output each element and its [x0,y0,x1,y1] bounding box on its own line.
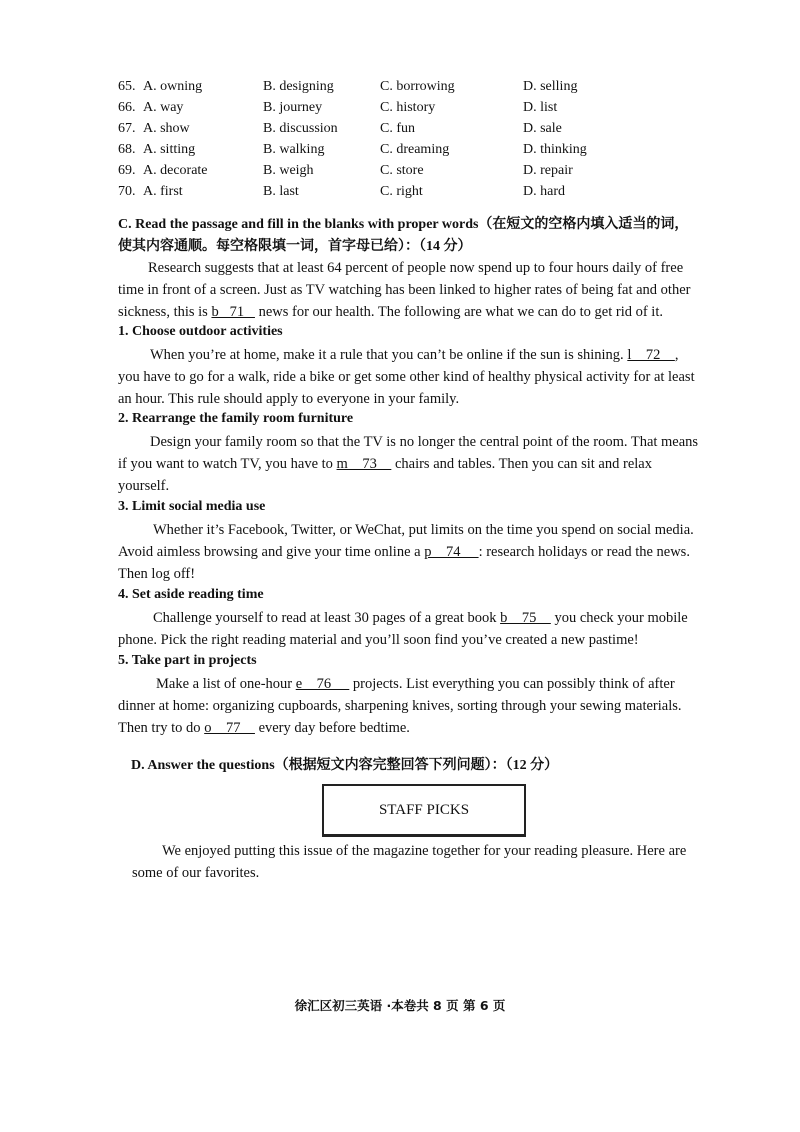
paragraph-4 [118,607,688,651]
question-number: 68. [118,142,136,157]
text-line: you have to go for a walk, ride a bike or get some other kind of healthy physical activity for at least [118,369,695,385]
text-line [118,453,698,475]
question-number: 69. [118,163,136,178]
staff-picks-label: STAFF PICKS [378,801,470,818]
choice-row-70 [118,181,718,202]
heading-limit-social-media: 3. Limit social media use [118,499,266,514]
text-line: Design your family room so that the TV is no longer the central point of the room. That means [150,434,699,450]
heading-projects: 5. Take part in projects [118,653,257,668]
section-d-paragraph [132,840,686,884]
text-segment: Avoid aimless browsing and give your time online a [118,544,425,560]
option-a: A. decorate [143,163,208,178]
paragraph-5 [118,673,682,739]
text-segment: projects. List everything you can possibly think of after [349,676,675,692]
question-number: 66. [118,100,136,115]
blank-77: o 77 [204,720,255,736]
text-line: an hour. This rule should apply to everyone in your family. [118,391,460,407]
text-line: Research suggests that at least 64 percent of people now spend up to four hours daily of free [148,260,684,276]
option-d: D. sale [523,121,562,136]
staff-picks-box [322,784,526,837]
text-segment: if you want to watch TV, you have to [118,456,337,472]
question-number: 65. [118,79,136,94]
option-c: C. fun [380,121,415,136]
text-segment: When you’re at home, make it a rule that you can’t be online if the sun is shining. [150,347,628,363]
option-c: C. history [380,100,436,115]
blank-73: m 73 [336,456,392,472]
text-line [118,717,682,739]
text-line [118,673,682,695]
option-a: A. owning [143,79,203,94]
option-d: D. list [523,100,558,115]
blank-71: b 71 [211,304,255,320]
section-c-title-line2: 使其内容通顺。每空格限填一词，首字母已给）：（14 分） [118,239,472,254]
text-line: phone. Pick the right reading material and you’ll soon find you’ve created a new pastime! [118,632,639,648]
text-line [118,607,688,629]
text-segment: every day before bedtime. [254,720,410,736]
option-a: A. show [143,121,190,136]
blank-75: b 75 [500,610,551,626]
section-c-title-line1: C. Read the passage and fill in the blanks with proper words（在短文的空格内填入适当的词， [118,217,689,232]
text-line: time in front of a screen. Just as TV watching has been linked to higher rates of being fat and other [118,282,691,298]
option-b: B. designing [263,79,334,94]
text-line [118,344,695,366]
text-segment: chairs and tables. Then you can sit and relax [391,456,652,472]
option-b: B. journey [263,100,323,115]
choice-row-69 [118,160,718,181]
paragraph-2 [118,431,698,497]
answer-choices [118,76,718,202]
heading-rearrange-furniture: 2. Rearrange the family room furniture [118,411,354,426]
text-line: We enjoyed putting this issue of the magazine together for your reading pleasure. Here are [162,843,687,859]
option-d: D. selling [523,79,578,94]
text-line: Then log off! [118,566,196,582]
option-b: B. walking [263,142,325,157]
blank-74: p 74 [424,544,479,560]
text-segment: Make a list of one-hour [156,676,296,692]
option-b: B. discussion [263,121,338,136]
blank-72: l 72 [627,347,675,363]
paragraph-1 [118,344,695,410]
text-line: yourself. [118,478,170,494]
option-d: D. repair [523,163,573,178]
text-segment: Challenge yourself to read at least 30 pages of a great book [153,610,501,626]
question-number: 67. [118,121,136,136]
text-line [118,541,694,563]
choice-row-66 [118,97,718,118]
choice-row-68 [118,139,718,160]
page-footer: 徐汇区初三英语 ·本卷共 8 页 第 6 页 [294,998,506,1013]
option-b: B. weigh [263,163,314,178]
paragraph-3 [118,519,694,585]
question-number: 70. [118,184,136,199]
text-line [118,301,690,323]
text-segment: : research holidays or read the news. [478,544,690,560]
option-c: C. dreaming [380,142,450,157]
option-c: C. borrowing [380,79,455,94]
text-line: Whether it’s Facebook, Twitter, or WeChat, put limits on the time you spend on social media. [153,522,694,538]
text-segment: sickness, this is [118,304,212,320]
heading-outdoor-activities: 1. Choose outdoor activities [118,324,283,339]
choice-row-65 [118,76,718,97]
text-segment: Then try to do [118,720,205,736]
option-c: C. right [380,184,423,199]
option-a: A. sitting [143,142,196,157]
text-segment: you check your mobile [550,610,688,626]
heading-reading-time: 4. Set aside reading time [118,587,264,602]
option-d: D. hard [523,184,565,199]
text-segment: , [674,347,679,363]
text-line: some of our favorites. [132,865,260,881]
option-a: A. way [143,100,184,115]
blank-76: e 76 [295,676,350,692]
intro-paragraph [118,257,690,323]
option-a: A. first [143,184,183,199]
option-c: C. store [380,163,424,178]
option-b: B. last [263,184,299,199]
option-d: D. thinking [523,142,587,157]
text-line: dinner at home: organizing cupboards, sharpening knives, sorting through your sewing materials. [118,698,682,714]
choice-row-67 [118,118,718,139]
section-d-title: D. Answer the questions（根据短文内容完整回答下列问题）：（12 分） [131,758,559,773]
text-segment: news for our health. The following are what we can do to get rid of it. [254,304,663,320]
